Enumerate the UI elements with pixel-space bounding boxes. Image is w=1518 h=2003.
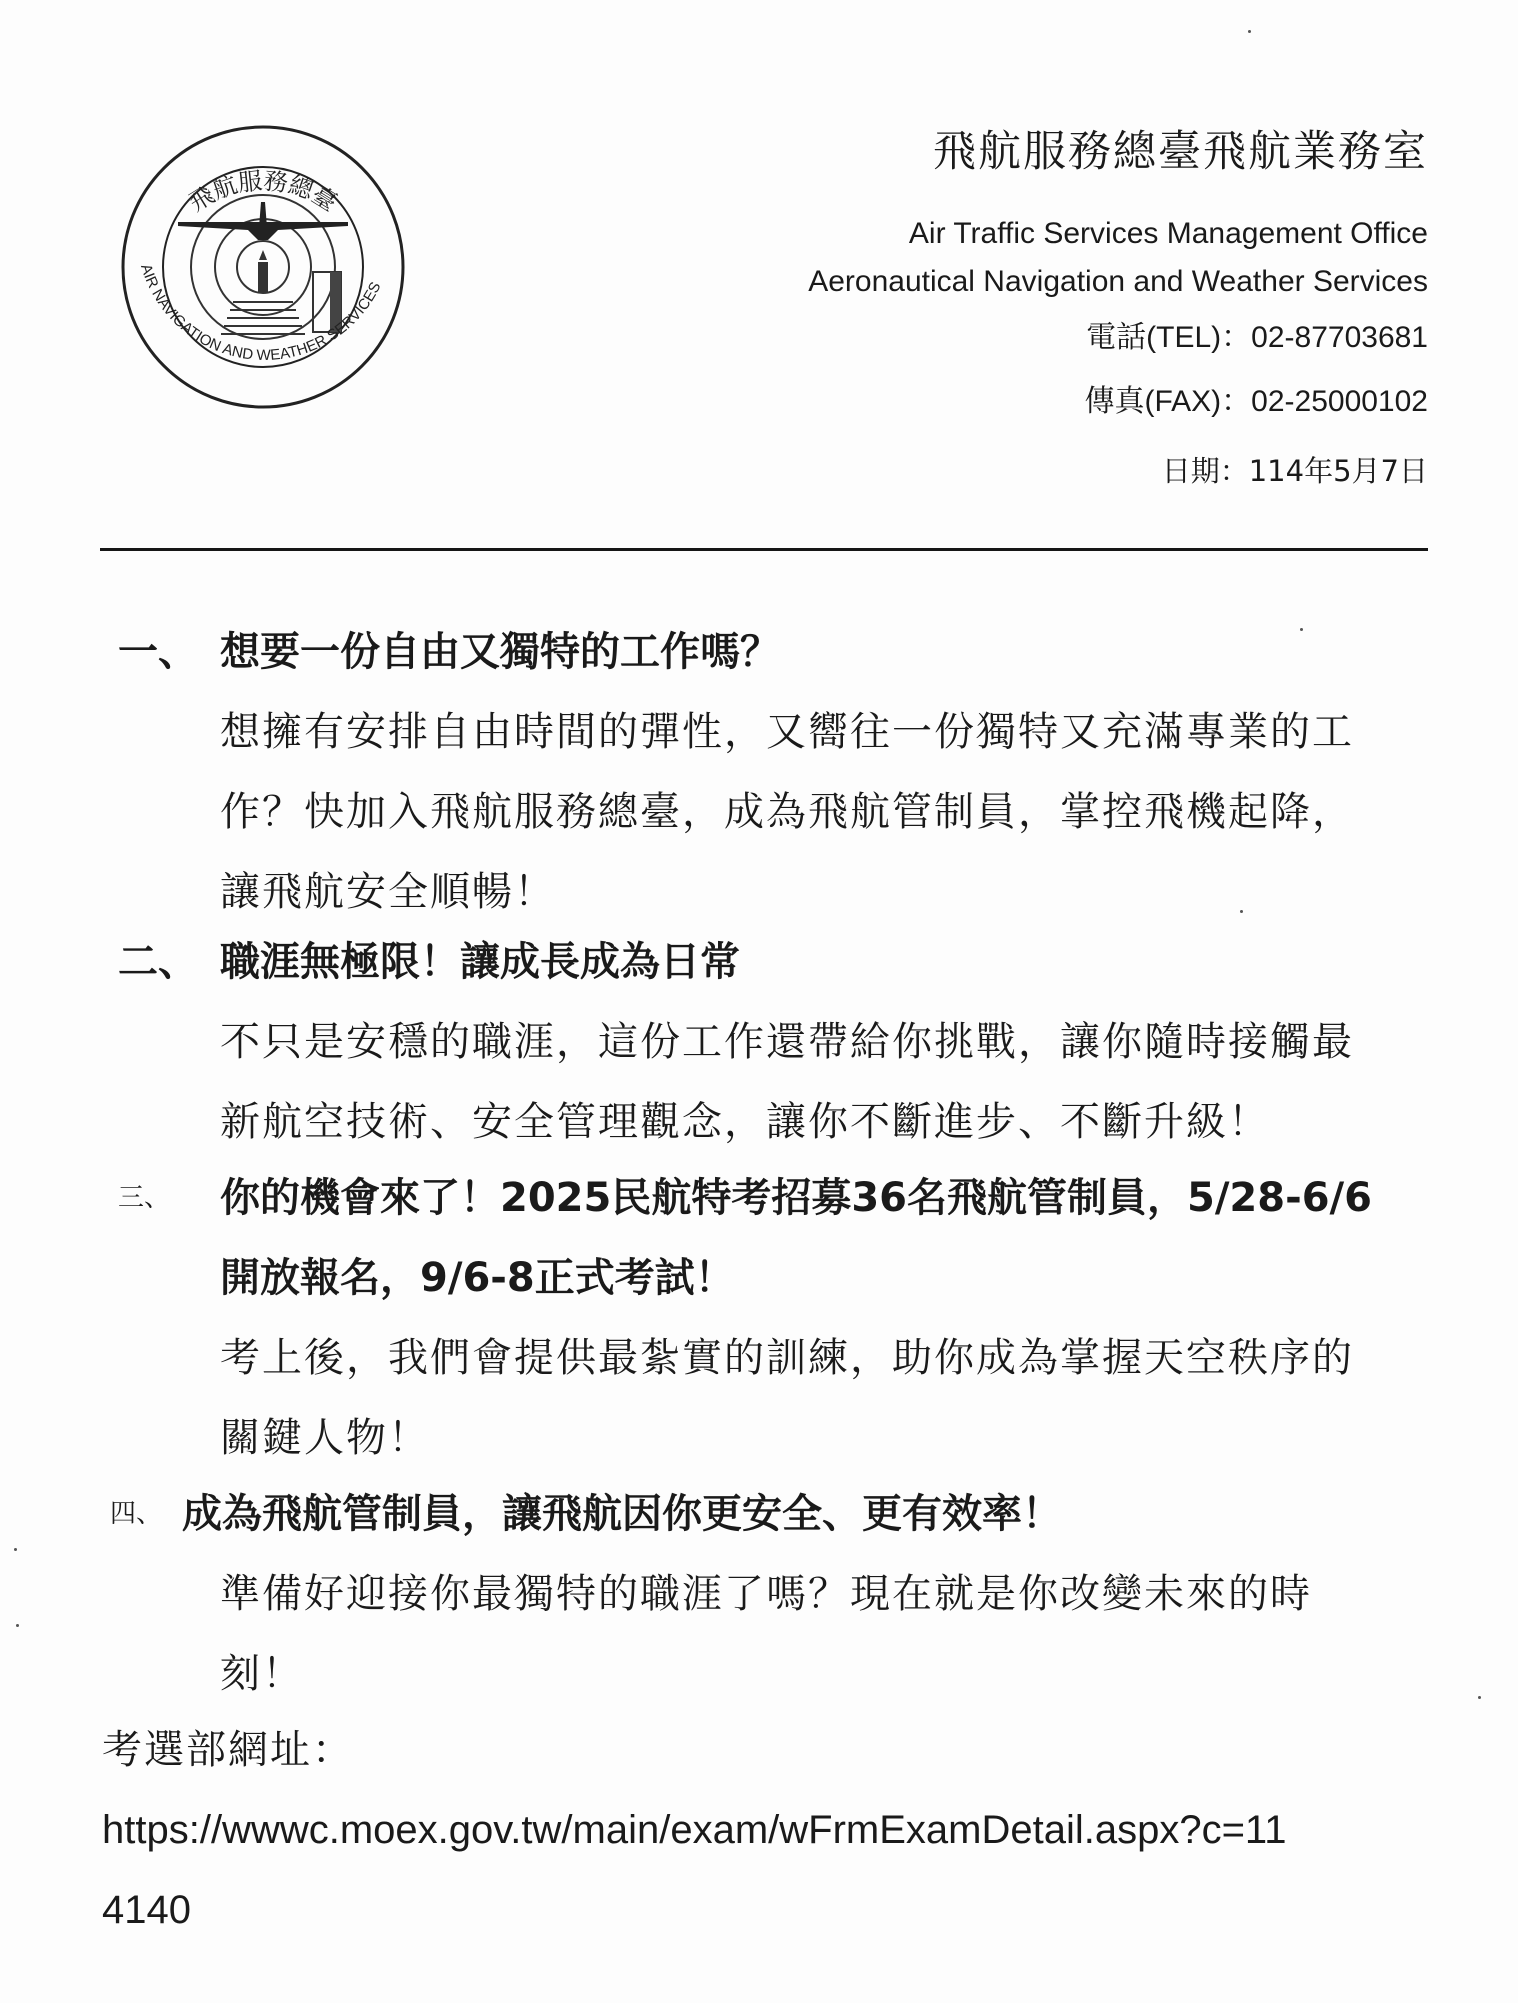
agency-seal-logo: [118, 122, 408, 412]
header-divider: [100, 548, 1428, 551]
section-1-line: 想擁有安排自由時間的彈性，又嚮往一份獨特又充滿專業的工: [220, 709, 1354, 755]
url-line[interactable]: 4140: [102, 1888, 191, 1932]
section-3-heading-line: 你的機會來了！2025民航特考招募36名飛航管制員，5/28-6/6: [220, 1175, 1372, 1221]
org-name-english-1: Air Traffic Services Management Office: [908, 217, 1428, 250]
letterhead: [808, 124, 1428, 506]
section-4-line: 準備好迎接你最獨特的職涯了嗎？現在就是你改變未來的時: [220, 1571, 1312, 1617]
scan-speck: [1300, 628, 1303, 631]
section-body-2: [220, 1002, 1420, 1162]
section-2-line: 新航空技術、安全管理觀念，讓你不斷進步、不斷升級！: [220, 1099, 1270, 1145]
org-name-chinese: 飛航服務總臺飛航業務室: [933, 127, 1428, 177]
scan-speck: [16, 1624, 19, 1627]
section-body-1: [220, 692, 1420, 932]
section-heading-2: 職涯無極限！讓成長成為日常: [220, 939, 740, 985]
section-body-3: [220, 1318, 1420, 1478]
section-number-1: 一、: [118, 629, 198, 675]
fax: 傳真(FAX)：02-25000102: [1084, 385, 1428, 418]
section-heading-3: [220, 1158, 1372, 1318]
website-url[interactable]: [102, 1790, 1286, 1950]
section-3-line: 關鍵人物！: [220, 1415, 430, 1461]
scan-speck: [1240, 910, 1243, 913]
section-3-line: 考上後，我們會提供最紮實的訓練，助你成為掌握天空秩序的: [220, 1335, 1354, 1381]
section-2-line: 不只是安穩的職涯，這份工作還帶給你挑戰，讓你隨時接觸最: [220, 1019, 1354, 1065]
website-label: 考選部網址：: [102, 1727, 354, 1773]
seal-top-text: 飛航服務總臺: [184, 166, 342, 217]
section-heading-4: 成為飛航管制員，讓飛航因你更安全、更有效率！: [182, 1491, 1062, 1537]
url-line[interactable]: https://wwwc.moex.gov.tw/main/exam/wFrmExamDetail.aspx?c=11: [102, 1808, 1287, 1852]
section-number-4: 四、: [110, 1499, 163, 1529]
section-number-2: 二、: [118, 939, 198, 985]
section-3-heading-line: 開放報名，9/6-8正式考試！: [220, 1255, 735, 1301]
scan-speck: [14, 1548, 17, 1551]
section-4-line: 刻！: [220, 1651, 304, 1697]
org-name-english-2: Aeronautical Navigation and Weather Services: [808, 265, 1428, 298]
section-1-line: 讓飛航安全順暢！: [220, 869, 556, 915]
section-body-4: [220, 1554, 1420, 1714]
section-number-3: 三、: [118, 1183, 171, 1213]
scan-speck: [1478, 1696, 1481, 1699]
telephone: 電話(TEL)：02-87703681: [1086, 321, 1428, 354]
section-heading-1: 想要一份自由又獨特的工作嗎？: [220, 629, 780, 675]
seal-bottom-text: AIR NAVIGATION AND WEATHER SERVICES: [137, 261, 385, 365]
section-1-line: 作？快加入飛航服務總臺，成為飛航管制員，掌控飛機起降，: [220, 789, 1354, 835]
scan-speck: [1248, 30, 1251, 33]
document-date: 日期：114年5月7日: [1161, 454, 1428, 488]
